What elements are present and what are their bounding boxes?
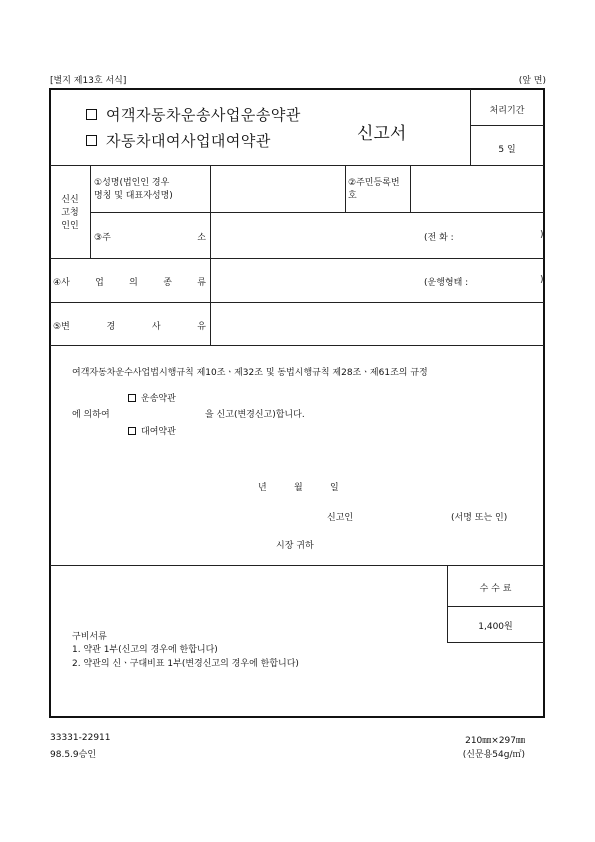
required-document-item: 2. 약관의 신ㆍ구대비표 1부(변경신고의 경우에 한합니다) [72, 659, 299, 669]
title-line-2 [86, 130, 271, 151]
form-code: 33331-22911 [50, 733, 111, 743]
address-field[interactable] [213, 215, 413, 255]
name-label: ①성명(법인인 경우 명칭 및 대표자성명) [94, 178, 173, 201]
phone-close-paren: ) [540, 230, 544, 240]
processing-period-value: 5 일 [498, 145, 516, 155]
option-rental: 대여약관 [128, 424, 176, 437]
divider [50, 302, 544, 303]
title-line-1 [86, 104, 301, 125]
transport-terms-checkbox[interactable] [128, 394, 136, 402]
title-checkbox-rental[interactable] [86, 135, 97, 146]
divider [50, 165, 544, 166]
change-reason-field[interactable] [213, 305, 541, 343]
business-type-label: ④사 업 의 종 류 [53, 278, 206, 288]
name-field[interactable] [213, 168, 342, 210]
divider [90, 212, 544, 213]
document-type: 신고서 [357, 124, 407, 144]
required-document-item: 1. 약관 1부(신고의 경우에 한합니다) [72, 645, 218, 655]
divider [447, 606, 544, 607]
divider [50, 345, 544, 346]
divider [447, 642, 544, 643]
signature-note: (서명 또는 인) [451, 513, 508, 523]
change-reason-label: ⑤변 경 사 유 [53, 322, 206, 332]
divider [50, 565, 544, 566]
divider [470, 125, 544, 126]
title-rental-terms: 자동차대여사업대여약관 [106, 132, 271, 150]
fee-amount: 1,400원 [478, 622, 513, 632]
applicant-signature-label: 신고인 [327, 513, 354, 523]
title-checkbox-transport[interactable] [86, 109, 97, 120]
address-label: ③주 소 [94, 233, 206, 243]
processing-period-label: 처리기간 [489, 106, 525, 116]
date-day-label: 일 [330, 483, 339, 493]
paper-size: 210㎜×297㎜ [465, 736, 525, 746]
fee-label: 수 수 료 [479, 584, 512, 594]
resident-number-field[interactable] [413, 168, 541, 210]
approval-date: 98.5.9승인 [50, 750, 97, 760]
required-documents-heading: 구비서류 [72, 632, 107, 642]
business-type-field[interactable] [213, 261, 413, 299]
divider [410, 165, 411, 212]
form-number: [별지 제13호 서식] [50, 76, 127, 86]
phone-field[interactable] [480, 222, 538, 252]
according-to-text: 에 의하여 [72, 410, 110, 420]
report-text: 을 신고(변경신고)합니다. [205, 410, 305, 420]
date-year-label: 년 [258, 483, 267, 493]
operation-close-paren: ) [540, 275, 544, 285]
operation-type-field[interactable] [480, 266, 538, 296]
applicant-section-label: 신신 고청 인인 [61, 195, 79, 231]
resident-number-label: ②주민등록번 호 [348, 178, 400, 201]
divider [210, 165, 211, 345]
paper-weight: (신문용54g/㎡) [462, 750, 525, 760]
phone-label: (전 화 : [424, 233, 454, 243]
divider [50, 258, 544, 259]
date-month-label: 월 [294, 483, 303, 493]
option-transport: 운송약관 [128, 391, 176, 404]
operation-type-label: (운행형태 : [424, 278, 469, 288]
addressee: 시장 귀하 [276, 541, 314, 551]
rental-terms-checkbox[interactable] [128, 427, 136, 435]
title-transport-terms: 여객자동차운송사업운송약관 [106, 106, 301, 124]
divider [90, 165, 91, 258]
regulation-text: 여객자동차운수사업법시행규칙 제10조ㆍ제32조 및 동법시행규칙 제28조ㆍ제61조의 규정 [72, 368, 428, 378]
divider [345, 165, 346, 212]
signature-field[interactable] [365, 505, 445, 523]
page-side-label: (앞 면) [518, 76, 546, 86]
